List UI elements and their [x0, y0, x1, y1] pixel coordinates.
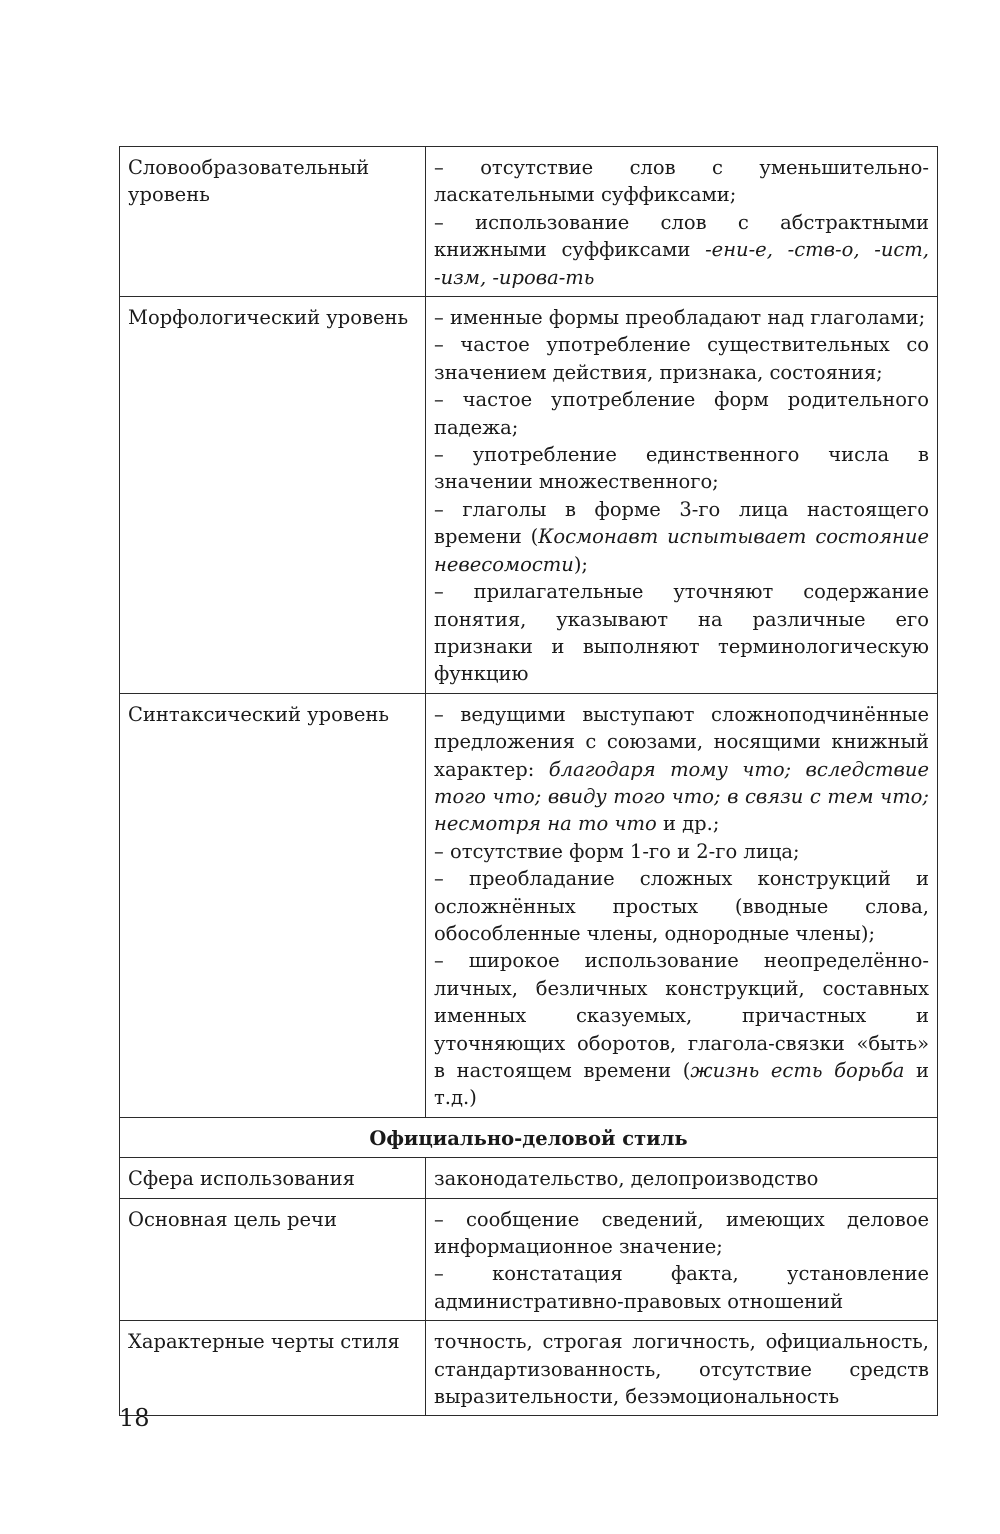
row-label: Синтаксический уровень: [120, 693, 426, 1117]
table-row: [120, 147, 938, 297]
feature-item: – преобладание сложных конструкций и осложнённых простых (вводные слова, обособленные члены, однородные члены);: [434, 867, 929, 945]
feature-item: – частое употребление существительных со значением действия, признака, состояния;: [434, 333, 929, 384]
row-content: [426, 693, 938, 1117]
row-content: [426, 147, 938, 297]
row-label: Морфологический уровень: [120, 297, 426, 694]
row-content: [426, 1158, 938, 1198]
feature-item: – отсутствие слов с уменьшительно-ласкательными суффиксами;: [434, 156, 929, 207]
feature-text: – широкое использование неопределённо-личных, безличных конструкций, составных именных сказуемых, причастных и уточняющих оборотов, глагола-связки «быть» в настоящем времени (: [434, 949, 929, 1082]
row-content: [426, 1321, 938, 1416]
feature-item: – отсутствие форм 1-го и 2-го лица;: [434, 839, 800, 863]
feature-item: точность, строгая логичность, официальность, стандартизованность, отсутствие средств выразительности, безэмоциональность: [434, 1330, 929, 1409]
feature-item: – констатация факта, установление административно-правовых отношений: [434, 1262, 929, 1313]
feature-item: [434, 209, 929, 291]
style-features-table: [119, 146, 938, 1416]
example-sentence: Космонавт испытывает состояние невесомости: [434, 525, 929, 576]
table-row: [120, 693, 938, 1117]
feature-item: – сообщение сведений, имеющих деловое информационное значение;: [434, 1207, 929, 1259]
feature-text: );: [573, 552, 589, 576]
example-phrase: жизнь есть борьба: [690, 1059, 905, 1082]
feature-item: – частое употребление форм родительного падежа;: [434, 388, 929, 439]
page-number: 18: [119, 1404, 150, 1432]
table-row: [120, 297, 938, 694]
suffix-examples: -ени-е, -ств-о, -ист, -изм, -ирова-ть: [434, 238, 929, 289]
feature-item: [434, 496, 929, 578]
feature-item: – употребление единственного числа в значении множественного;: [434, 443, 929, 494]
row-content: [426, 297, 938, 694]
row-label: Характерные черты стиля: [120, 1321, 426, 1416]
feature-text: – использование слов с абстрактными книжными суффиксами: [434, 210, 929, 262]
feature-text: и т.д.): [434, 1059, 929, 1110]
row-label: Словообразовательный уровень: [120, 147, 426, 297]
row-label: Сфера использования: [120, 1158, 426, 1198]
table-row: [120, 1321, 938, 1416]
feature-text: – ведущими выступают сложноподчинённые предложения с союзами, носящими книжный характер:: [434, 702, 929, 781]
feature-item: [434, 701, 929, 838]
feature-item: законодательство, делопроизводство: [434, 1167, 819, 1191]
row-label: Основная цель речи: [120, 1198, 426, 1321]
feature-text: и др.;: [662, 812, 720, 836]
feature-text: – глаголы в форме 3-го лица настоящего времени (: [434, 497, 929, 549]
section-heading-row: [120, 1117, 938, 1157]
row-content: [426, 1198, 938, 1321]
feature-item: [434, 947, 929, 1111]
table-row: [120, 1158, 938, 1198]
feature-item: – именные формы преобладают над глаголами;: [434, 306, 926, 330]
table-row: [120, 1198, 938, 1321]
section-heading: Официально-деловой стиль: [120, 1117, 938, 1157]
feature-item: – прилагательные уточняют содержание понятия, указывают на различные его признаки и выполняют терминологическую функцию: [434, 580, 929, 686]
conjunction-examples: благодаря тому что; вследствие того что; ввиду того что; в связи с тем что; несмотря на то что: [434, 757, 929, 836]
